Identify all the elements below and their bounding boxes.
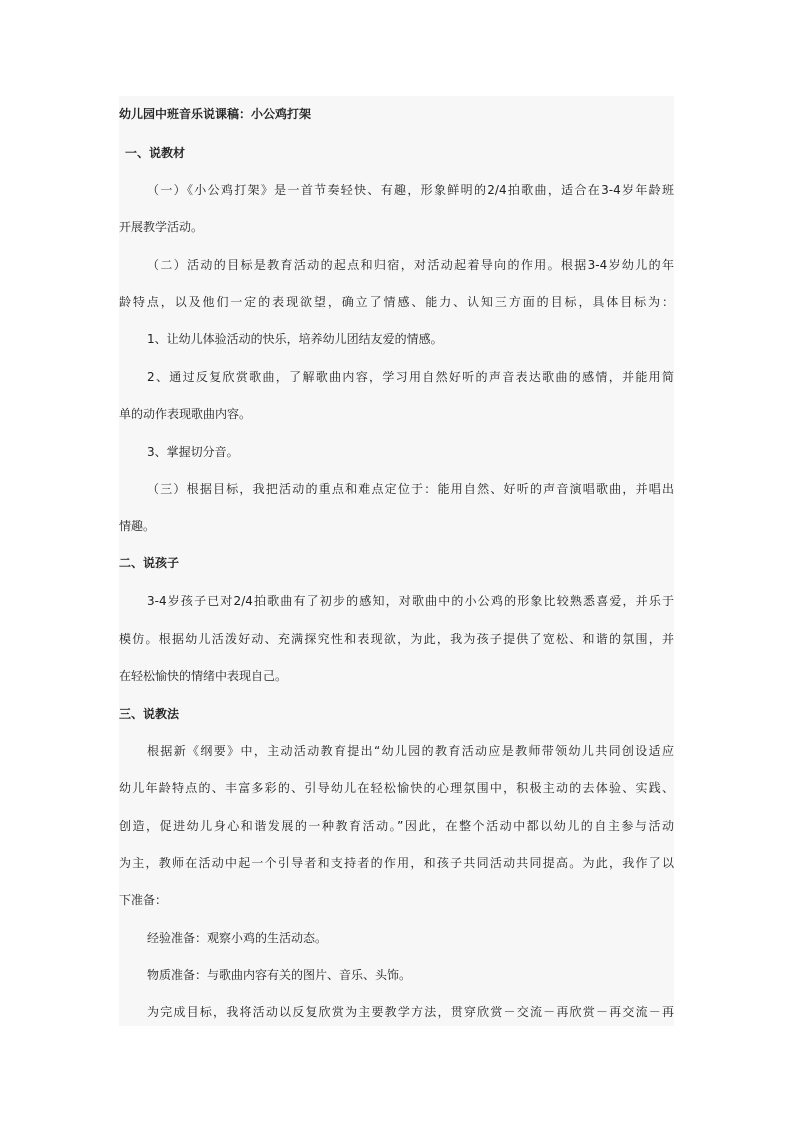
- paragraph-line: 下准备：: [119, 893, 168, 907]
- section-heading-2: 二、说孩子: [119, 556, 180, 570]
- paragraph-line: 在轻松愉快的情绪中表现自己。: [119, 669, 288, 683]
- paragraph-line: 情趣。: [119, 519, 156, 533]
- paragraph-line: 为主，教师在活动中起一个引导者和支持者的作用，和孩子共同活动共同提高。为此，我作了以: [119, 856, 674, 870]
- paragraph-line: 幼儿年龄特点的、丰富多彩的、引导幼儿在轻松愉快的心理氛围中，积极主动的去体验、实践、: [119, 781, 674, 795]
- paragraph-line: 物质准备：与歌曲内容有关的图片、音乐、头饰。: [147, 968, 412, 982]
- paragraph-line: 创造，促进幼儿身心和谐发展的一种教育活动。”因此，在整个活动中都以幼儿的自主参与活动: [119, 819, 674, 833]
- paragraph-line: 龄特点，以及他们一定的表现欲望，确立了情感、能力、认知三方面的目标，具体目标为：: [119, 295, 674, 309]
- paragraph-line: （一）《小公鸡打架》是一首节奏轻快、有趣，形象鲜明的2/4拍歌曲，适合在3-4岁年龄班: [147, 183, 674, 197]
- paragraph-line: （三）根据目标，我把活动的重点和难点定位于：能用自然、好听的声音演唱歌曲，并唱出: [147, 482, 674, 496]
- section-heading-3: 三、说教法: [119, 707, 180, 721]
- paragraph-line: 3-4岁孩子已对2/4拍歌曲有了初步的感知，对歌曲中的小公鸡的形象比较熟悉喜爱，并乐于: [147, 594, 674, 608]
- section-heading-1: 一、说教材: [125, 146, 186, 160]
- paragraph-line: 单的动作表现歌曲内容。: [119, 407, 252, 421]
- paragraph-line: 3、掌握切分音。: [147, 445, 239, 459]
- document-body: [119, 96, 674, 1026]
- document-title-text: 幼儿园中班音乐说课稿：小公鸡打架: [119, 107, 312, 121]
- paragraph-line: 模仿。根据幼儿活泼好动、充满探究性和表现欲，为此，我为孩子提供了宽松、和谐的氛围，并: [119, 632, 674, 646]
- paragraph-line: 经验准备：观察小鸡的生活动态。: [147, 931, 328, 945]
- paragraph-line: 2、通过反复欣赏歌曲，了解歌曲内容，学习用自然好听的声音表达歌曲的感情，并能用简: [147, 370, 674, 384]
- paragraph-line: 根据新《纲要》中，主动活动教育提出“幼儿园的教育活动应是教师带领幼儿共同创设适应: [147, 744, 674, 758]
- paragraph-line: 1、让幼儿体验活动的快乐，培养幼儿团结友爱的情感。: [147, 332, 443, 346]
- paragraph-line: （二）活动的目标是教育活动的起点和归宿，对活动起着导向的作用。根据3-4岁幼儿的年: [147, 258, 674, 272]
- paragraph-line: 为完成目标，我将活动以反复欣赏为主要教学方法，贯穿欣赏－交流－再欣赏－再交流－再: [147, 1005, 674, 1019]
- paragraph-line: 开展教学活动。: [119, 220, 204, 234]
